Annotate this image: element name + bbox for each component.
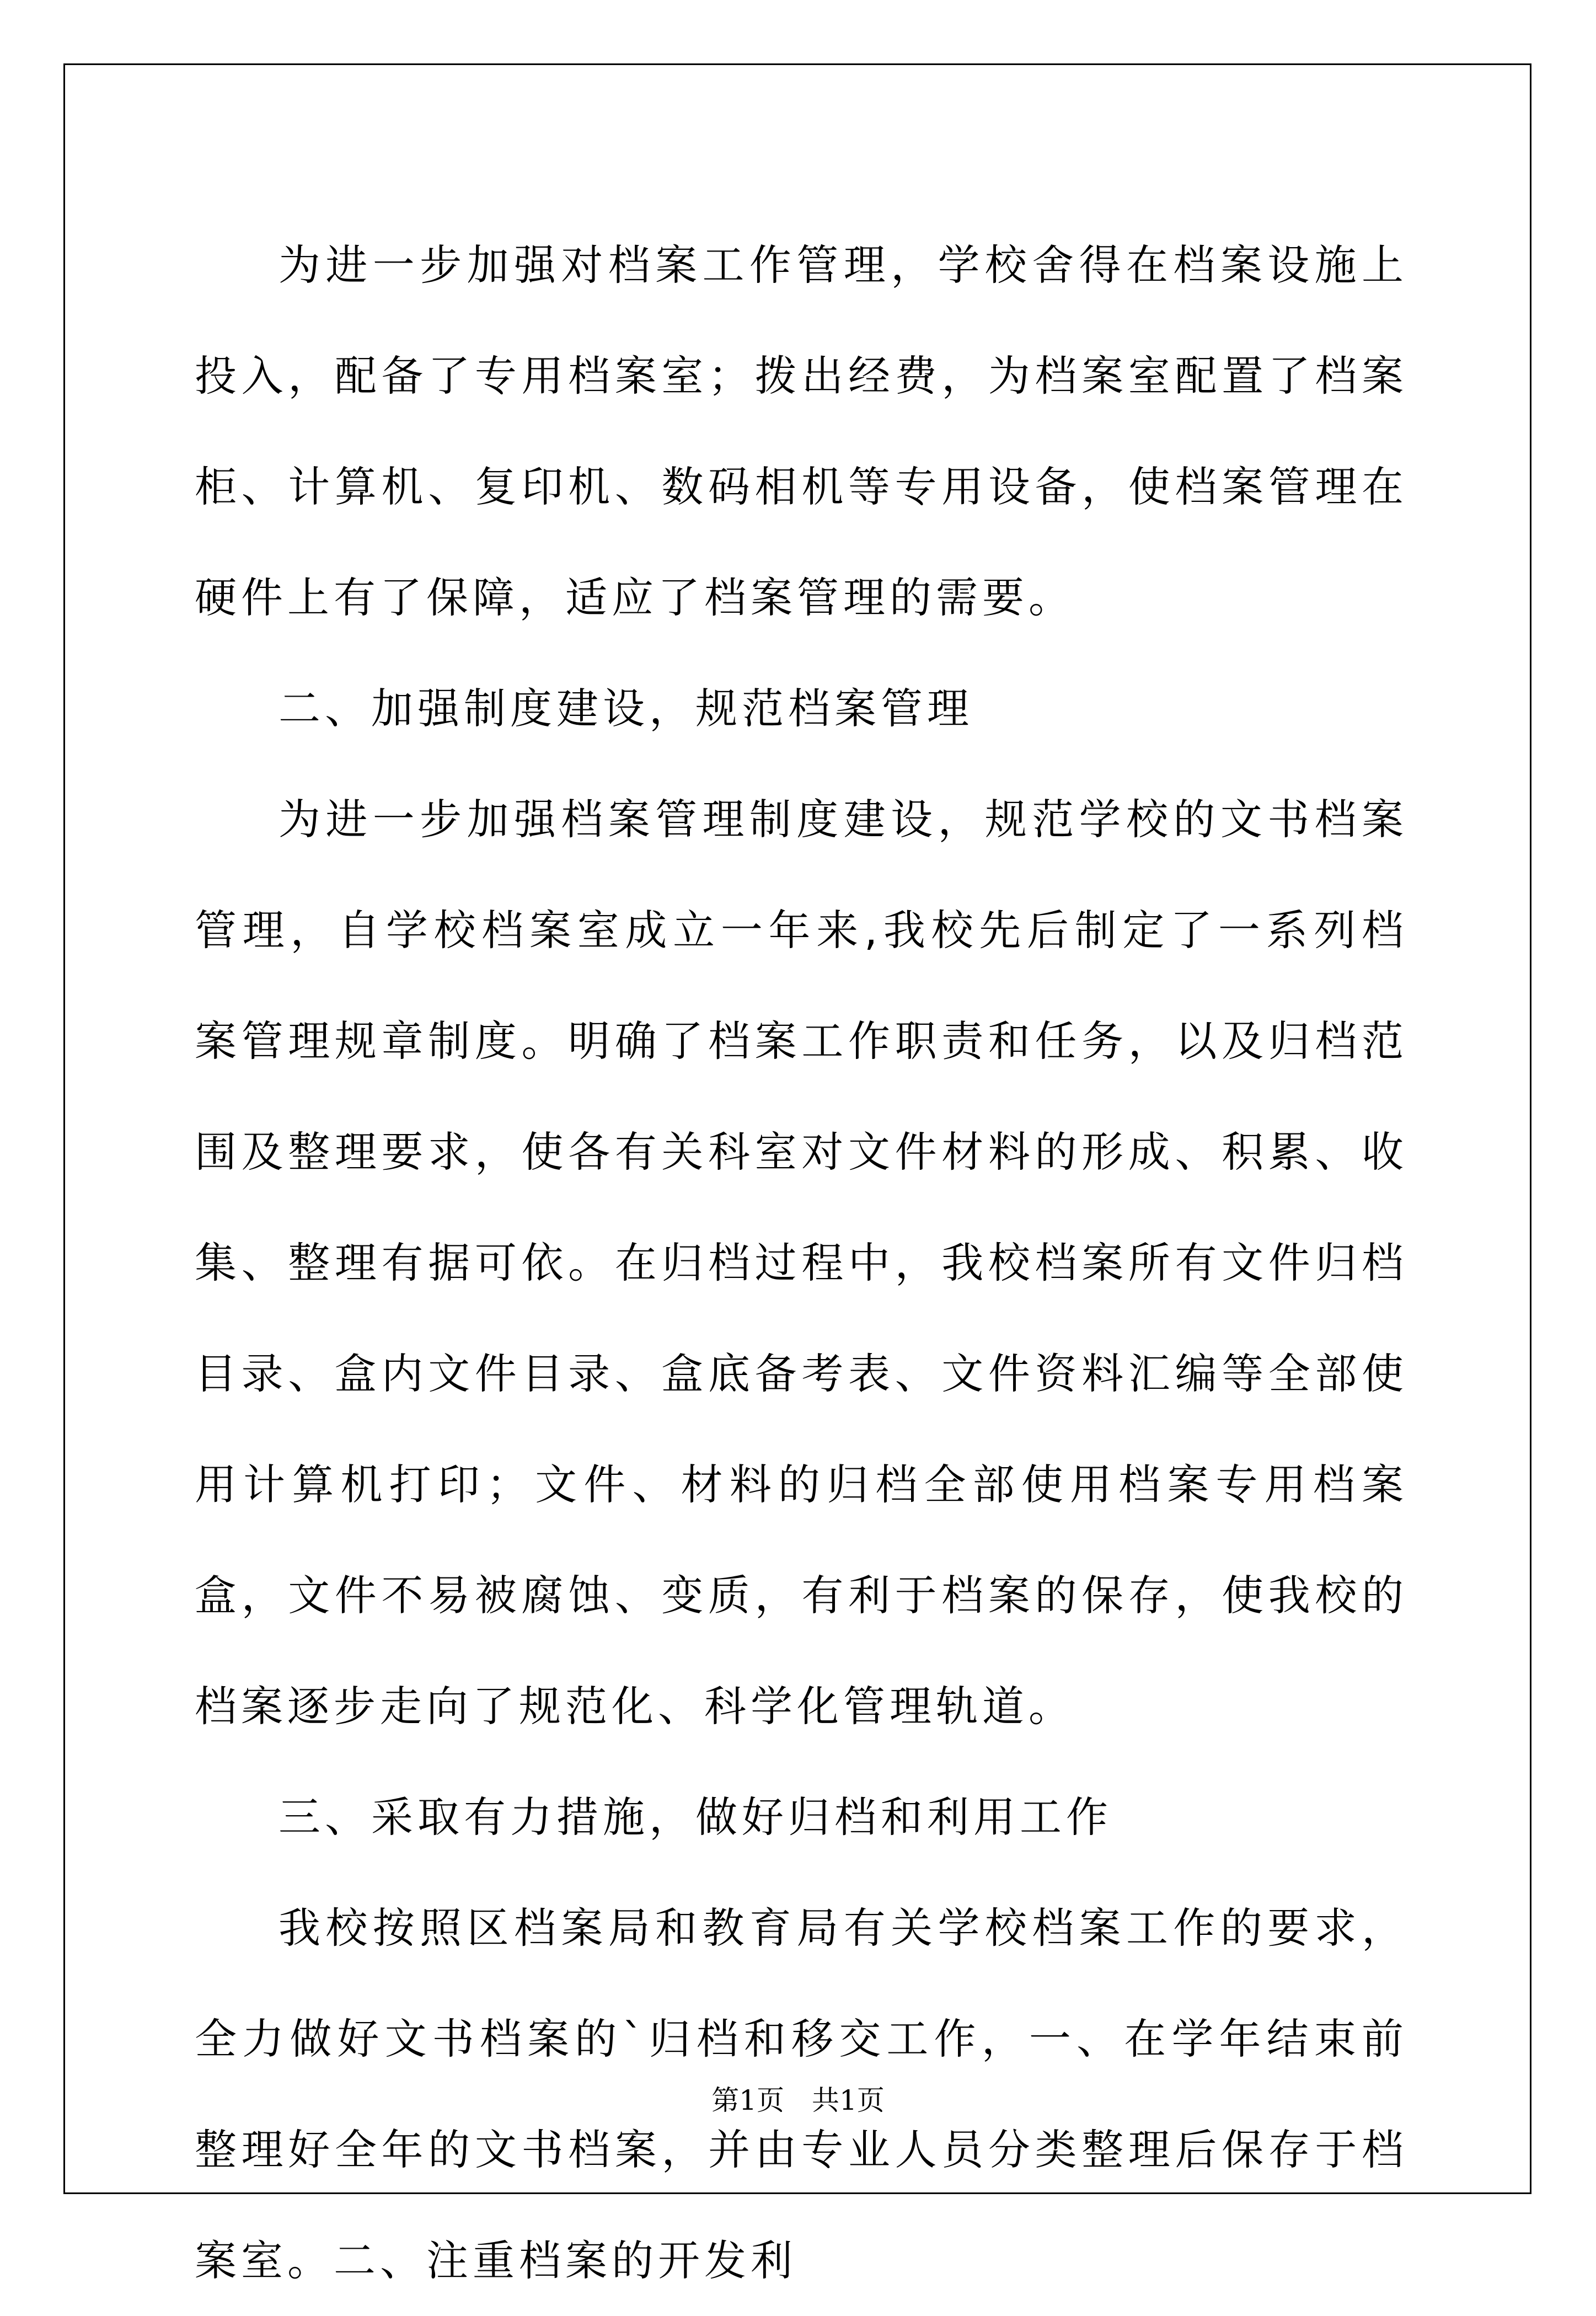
paragraph-facilities: 为进一步加强对档案工作管理，学校舍得在档案设施上投入，配备了专用档案室；拨出经费，为档案室配置了档案柜、计算机、复印机、数码相机等专用设备，使档案管理在硬件上有了保障，适应了档案管理的需要。	[195, 240, 1408, 622]
paragraph-system-building: 为进一步加强档案管理制度建设，规范学校的文书档案管理，自学校档案室成立一年来,我校先后制定了一系列档案管理规章制度。明确了档案工作职责和任务，以及归档范围及整理要求，使各有关科室对文件材料的形成、积累、收集、整理有据可依。在归档过程中，我校档案所有文件归档目录、盒内文件目录、盒底备考表、文件资料汇编等全部使用计算机打印；文件、材料的归档全部使用档案专用档案盒，文件不易被腐蚀、变质，有利于档案的保存，使我校的档案逐步走向了规范化、科学化管理轨道。	[195, 795, 1408, 1731]
page-number-footer: 第1页 共1页	[711, 2084, 885, 2116]
paragraph-filing-and-use: 我校按照区档案局和教育局有关学校档案工作的要求，全力做好文书档案的`归档和移交工作，一、在学年结束前整理好全年的文书档案，并由专业人员分类整理后保存于档案室。二、注重档案的开发利	[195, 1903, 1408, 2285]
section-heading-system-building: 二、加强制度建设，规范档案管理	[279, 684, 973, 733]
section-heading-filing-and-use: 三、采取有力措施，做好归档和利用工作	[279, 1793, 1112, 1842]
document-body	[195, 210, 1408, 2316]
